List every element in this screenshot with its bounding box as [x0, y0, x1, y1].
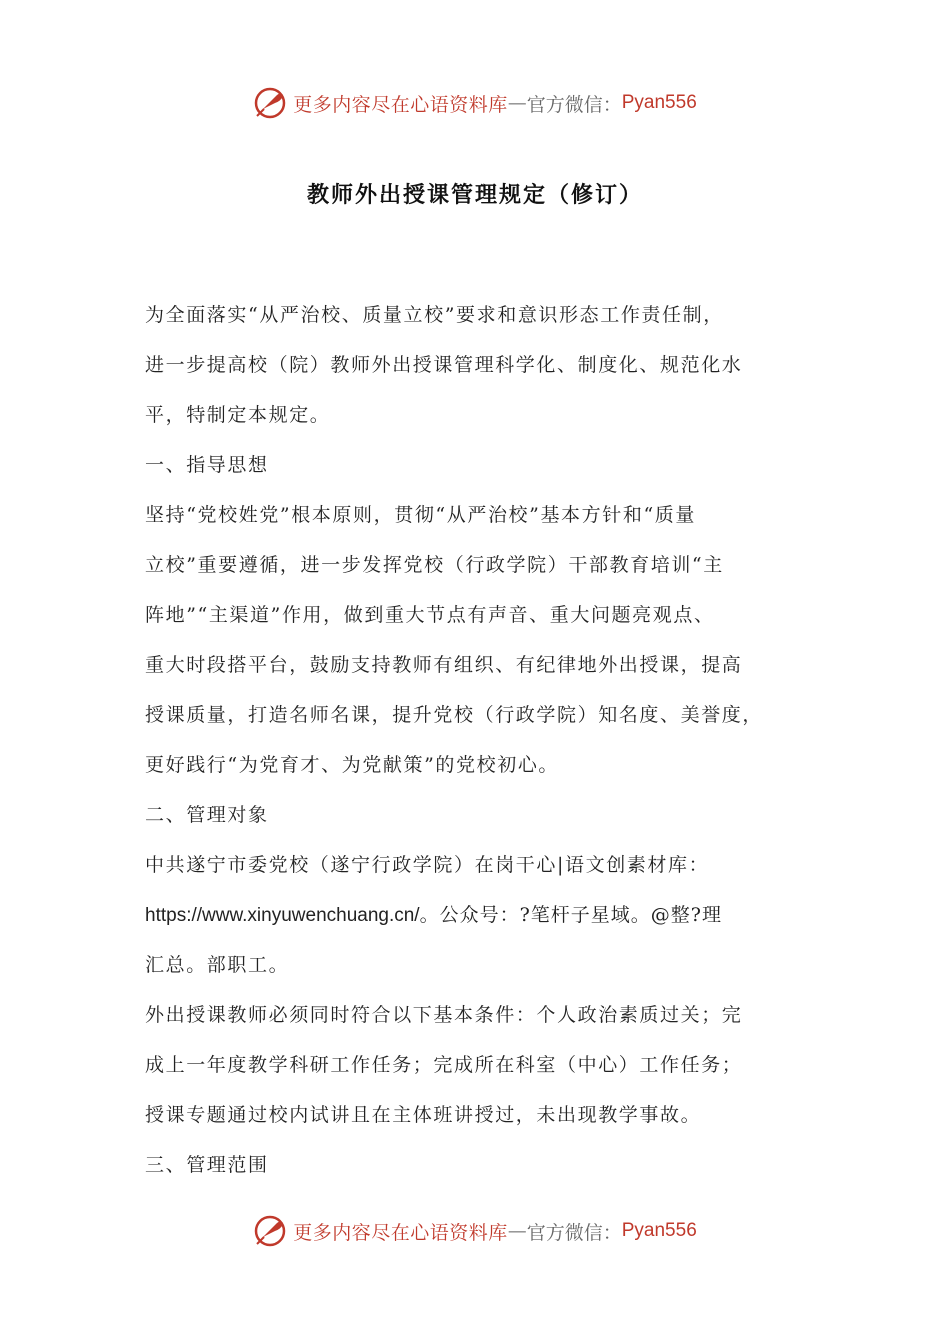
- body-line: 授课质量，打造名师名课，提升党校（行政学院）知名度、美誉度，: [145, 704, 764, 726]
- body-line: 进一步提高校（院）教师外出授课管理科学化、制度化、规范化水: [145, 354, 743, 376]
- section-heading-guiding-ideology: 一、指导思想: [145, 454, 269, 476]
- section-heading-management-scope: 三、管理范围: [145, 1154, 269, 1176]
- body-line: 阵地”“主渠道”作用，做到重大节点有声音、重大问题亮观点、: [145, 604, 715, 626]
- header-watermark-banner: [0, 83, 950, 123]
- banner-dash: —: [507, 1220, 527, 1242]
- document-title: 教师外出授课管理规定（修订）: [306, 183, 643, 208]
- body-line-url: [145, 890, 817, 940]
- body-line: 中共遂宁市委党校（遂宁行政学院）在岗干心|语文创素材库：: [145, 854, 710, 876]
- body-line: 坚持“党校姓党”根本原则，贯彻“从严治校”基本方针和“质量: [145, 504, 696, 526]
- banner-main-text: 更多内容尽在心语资料库: [293, 93, 508, 116]
- website-link[interactable]: https://www.xinyuwenchuang.cn/: [145, 905, 420, 926]
- body-line: 重大时段搭平台，鼓励支持教师有组织、有纪律地外出授课，提高: [145, 654, 743, 676]
- document-body: [145, 290, 817, 1190]
- body-line: 成上一年度教学科研工作任务；完成所在科室（中心）工作任务；: [145, 1054, 743, 1076]
- banner-wechat-label: 官方微信：: [526, 1221, 622, 1244]
- body-line: 立校”重要遵循，进一步发挥党校（行政学院）干部教育培训“主: [145, 554, 724, 576]
- quill-logo-icon: [253, 1214, 287, 1248]
- body-line: 汇总。部职工。: [145, 954, 290, 976]
- url-line-rest: 。公众号：?笔杆子星域。@整?理: [419, 904, 722, 926]
- section-heading-management-targets: 二、管理对象: [145, 804, 269, 826]
- footer-watermark-banner: [0, 1211, 950, 1251]
- body-line: 外出授课教师必须同时符合以下基本条件：个人政治素质过关；完: [145, 1004, 743, 1026]
- banner-dash: —: [507, 92, 527, 114]
- body-line: 授课专题通过校内试讲且在主体班讲授过，未出现教学事故。: [145, 1104, 702, 1126]
- body-line: 为全面落实“从严治校、质量立校”要求和意识形态工作责任制，: [145, 304, 724, 326]
- banner-main-text: 更多内容尽在心语资料库: [293, 1221, 508, 1244]
- quill-logo-icon: [253, 86, 287, 120]
- body-line: 平，特制定本规定。: [145, 404, 331, 426]
- body-line: 更好践行“为党育才、为党献策”的党校初心。: [145, 754, 560, 776]
- banner-wechat-label: 官方微信：: [526, 93, 622, 116]
- banner-wechat-id: Pyan556: [621, 92, 697, 113]
- banner-wechat-id: Pyan556: [621, 1220, 697, 1241]
